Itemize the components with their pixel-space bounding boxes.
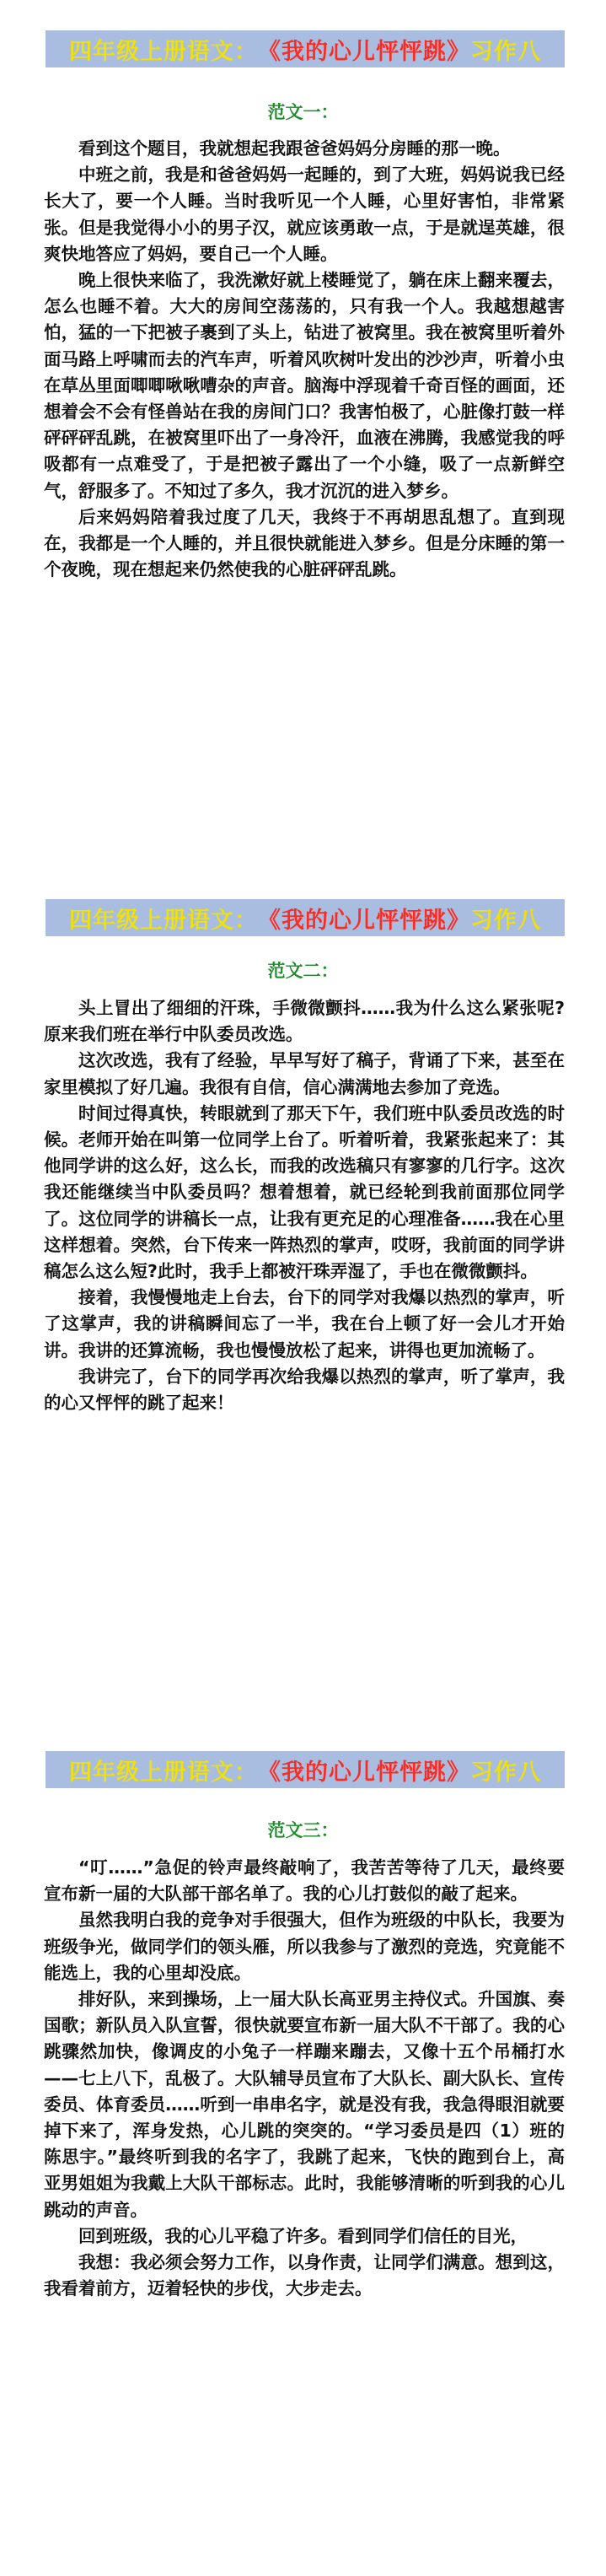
paragraph: 后来妈妈陪着我过度了几天，我终于不再胡思乱想了。直到现在，我都是一个人睡的，并且很快就能进入梦乡。但是分床睡的第一个夜晚，现在想起来仍然使我的心脏砰砰乱跳。 (44, 506, 565, 580)
paragraph: “叮……”急促的铃声最终敲响了，我苦苦等待了几天，最终要宣布新一届的大队部干部名单了。我的心儿打鼓似的敲了起来。 (44, 1857, 565, 1905)
paragraph: 我讲完了，台下的同学再次给我爆以热烈的掌声，听了掌声，我的心又怦怦的跳了起来！ (44, 1366, 565, 1414)
essay-subtitle: 范文一： (267, 102, 339, 122)
paragraph: 回到班级，我的心儿平稳了许多。看到同学们信任的目光， (78, 2225, 528, 2246)
title-suffix: 习作八 (470, 907, 541, 934)
title-banner (46, 30, 565, 67)
paragraph: 我想：我必须会努力工作，以身作责，让同学们满意。想到这，我看着前方，迈着轻快的步伐，大步走去。 (44, 2252, 565, 2299)
title-book: 《我的心儿怦怦跳》 (258, 907, 470, 934)
title-banner (46, 1751, 565, 1788)
essay-body (44, 136, 565, 583)
paragraph: 虽然我明白我的竞争对手很强大，但作为班级的中队长，我要为班级争光，做同学们的领头雁，所以我参与了激烈的竞选，究竟能不能选上，我的心里却没底。 (44, 1910, 565, 1983)
essay-body (44, 995, 565, 1416)
title-book: 《我的心儿怦怦跳》 (258, 38, 470, 65)
title-grade: 四年级上册语文： (69, 1759, 258, 1786)
essay-body (44, 1855, 565, 2302)
paragraph: 时间过得真快，转眼就到了那天下午，我们班中队委员改选的时候。老师开始在叫第一位同学上台了。听着听着，我紧张起来了：其他同学讲的这么好，这么长，而我的改选稿只有寥寥的几行字。这次我还能继续当中队委员吗？想着想着，就已经轮到我前面那位同学了。这位同学的讲稿长一点，让我有更充足的心理准备……我在心里这样想着。突然，台下传来一阵热烈的掌声，哎呀，我前面的同学讲稿怎么这么短?此时，我手上都被汗珠弄湿了，手也在微微颤抖。 (44, 1102, 565, 1282)
paragraph: 中班之前，我是和爸爸妈妈一起睡的，到了大班，妈妈说我已经长大了，要一个人睡。当时我听见一个人睡，心里好害怕，非常紧张。但是我觉得小小的男子汉，就应该勇敢一点，于是就逞英雄，很爽快地答应了妈妈，要自己一个人睡。 (44, 164, 565, 264)
title-suffix: 习作八 (470, 1759, 541, 1786)
title-suffix: 习作八 (470, 38, 541, 65)
paragraph: 排好队，来到操场，上一届大队长高亚男主持仪式。升国旗、奏国歌；新队员入队宣誓，很快就要宣布新一届大队不干部了。我的心跳骤然加快，像调皮的小兔子一样蹦来蹦去，又像十五个吊桶打水——七上八下，乱极了。大队辅导员宣布了大队长、副大队长、宣传委员、体育委员……听到一串串名字，就是没有我，我急得眼泪就要掉下来了，浑身发热，心儿跳的突突的。“学习委员是四（1）班的陈思宇。”最终听到我的名字了，我跳了起来，飞快的跑到台上，高亚男姐姐为我戴上大队干部标志。此时，我能够清晰的听到我的心儿跳动的声音。 (44, 1989, 565, 2220)
title-book: 《我的心儿怦怦跳》 (258, 1759, 470, 1786)
paragraph: 头上冒出了细细的汗珠，手微微颤抖……我为什么这么紧张呢?原来我们班在举行中队委员改选。 (44, 998, 565, 1045)
title-grade: 四年级上册语文： (69, 38, 258, 65)
paragraph: 看到这个题目，我就想起我跟爸爸妈妈分房睡的那一晚。 (78, 138, 511, 159)
essay-subtitle: 范文三： (267, 1820, 339, 1840)
title-banner (46, 899, 565, 936)
paragraph: 晚上很快来临了，我洗漱好就上楼睡觉了，躺在床上翻来覆去，怎么也睡不着。大大的房间空荡荡的，只有我一个人。我越想越害怕，猛的一下把被子裹到了头上，钻进了被窝里。我在被窝里听着外面马路上呼啸而去的汽车声，听着风吹树叶发出的沙沙声，听着小虫在草丛里面唧唧啾啾嘈杂的声音。脑海中浮现着千奇百怪的画面，还想着会不会有怪兽站在我的房间门口？我害怕极了，心脏像打鼓一样砰砰砰乱跳，在被窝里吓出了一身冷汗，血液在沸腾，我感觉我的呼吸都有一点难受了，于是把被子露出了一个小缝，吸了一点新鲜空气，舒服多了。不知过了多久，我才沉沉的进入梦乡。 (44, 270, 565, 501)
paragraph: 这次改选，我有了经验，早早写好了稿子，背诵了下来，甚至在家里模拟了好几遍。我很有自信，信心满满地去参加了竞选。 (44, 1050, 565, 1097)
essay-subtitle: 范文二： (267, 961, 339, 981)
paragraph: 接着，我慢慢地走上台去，台下的同学对我爆以热烈的掌声，听了这掌声，我的讲稿瞬间忘了一半，我在台上顿了好一会儿才开始讲。我讲的还算流畅，我也慢慢放松了起来，讲得也更加流畅了。 (44, 1287, 565, 1361)
title-grade: 四年级上册语文： (69, 907, 258, 934)
